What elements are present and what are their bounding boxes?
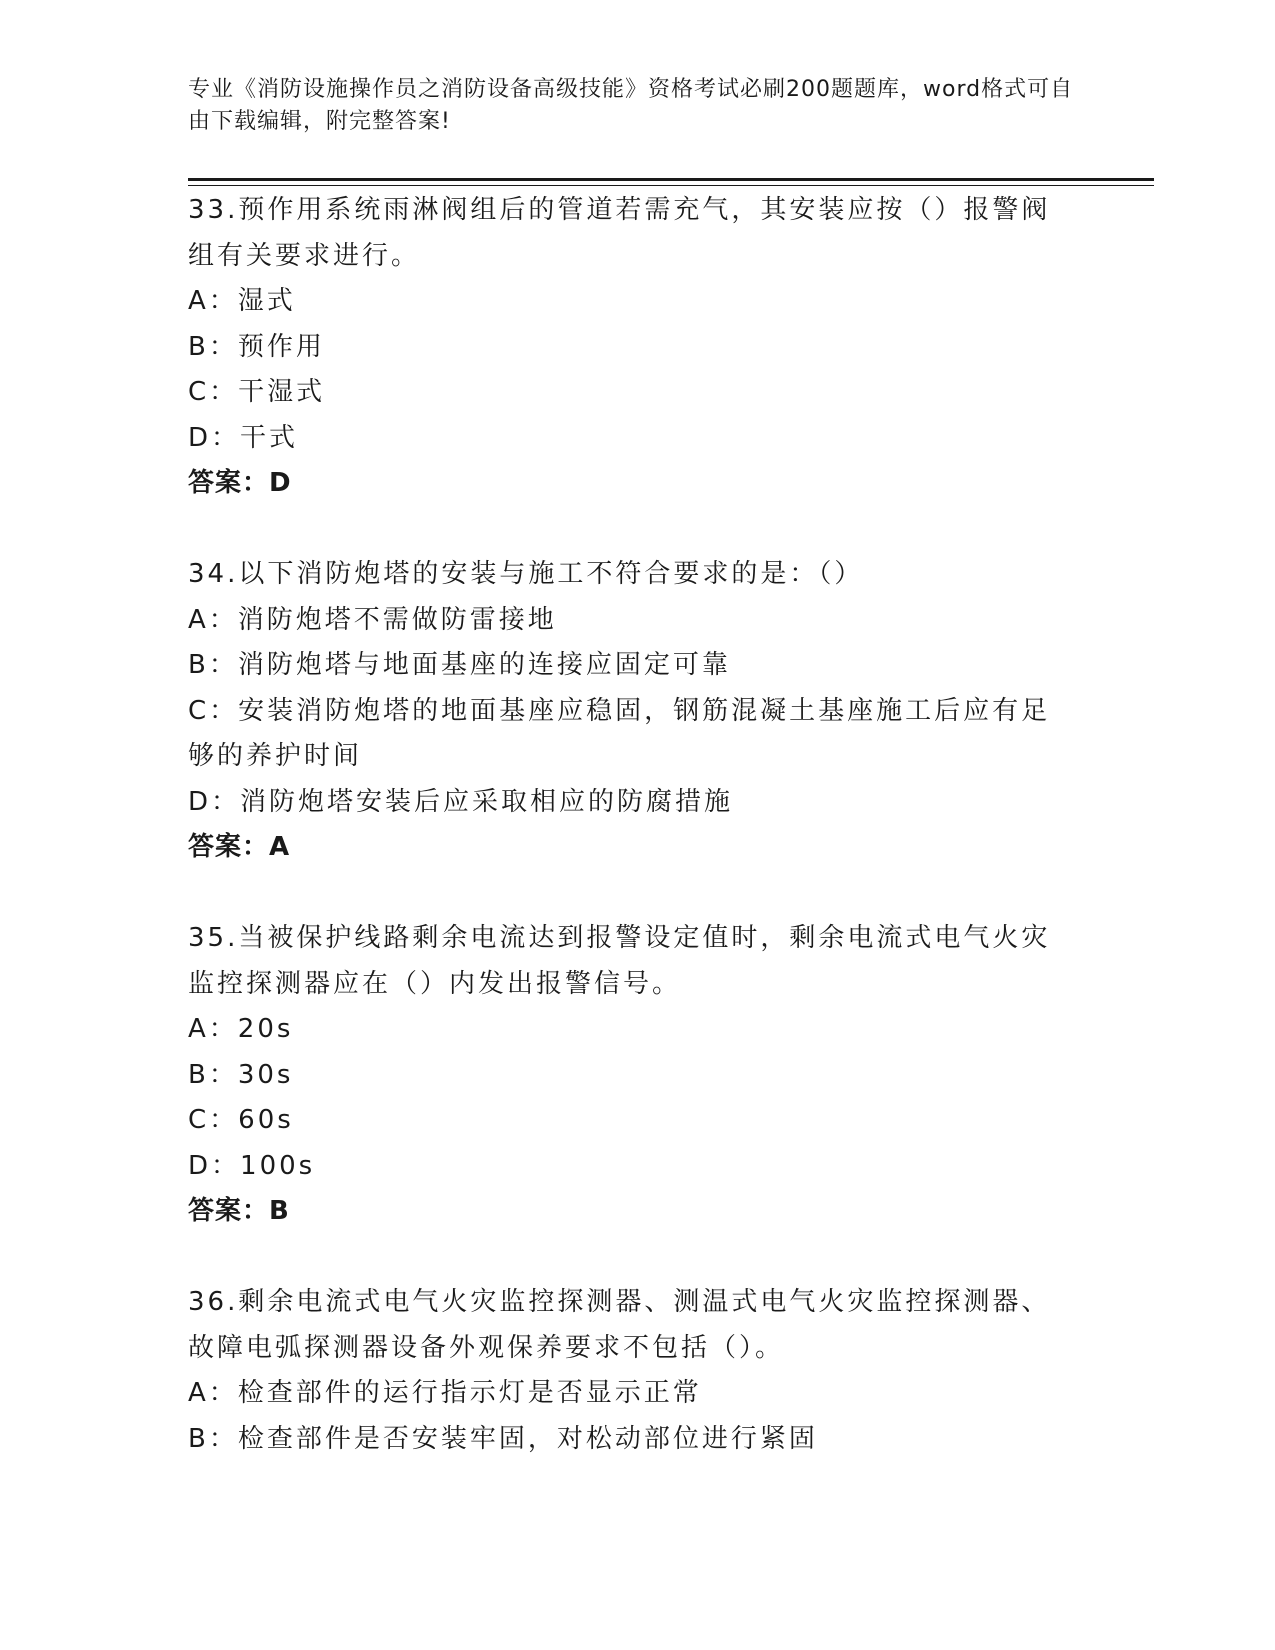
option-a: A：20s <box>188 1014 294 1044</box>
option-b: B：消防炮塔与地面基座的连接应固定可靠 <box>188 650 731 680</box>
question-34 <box>188 552 1078 871</box>
answer-label: 答案：A <box>188 832 291 862</box>
option-b: B：检查部件是否安装牢固，对松动部位进行紧固 <box>188 1423 818 1454</box>
option-c: C：安装消防炮塔的地面基座应稳固，钢筋混凝土基座施工后应有足够的养护时间 <box>188 695 1051 771</box>
option-a: A：湿式 <box>188 286 296 316</box>
option-d: D：100s <box>188 1150 316 1181</box>
header-divider-thick <box>188 178 1154 181</box>
document-header: 专业《消防设施操作员之消防设备高级技能》资格考试必刷200题题库，word格式可自由下载编辑，附完整答案! <box>188 77 1074 134</box>
answer-label: 答案：B <box>188 1196 290 1226</box>
question-text: 36.剩余电流式电气火灾监控探测器、测温式电气火灾监控探测器、故障电弧探测器设备外观保养要求不包括（）。 <box>188 1287 1051 1363</box>
option-b: B：30s <box>188 1059 294 1090</box>
option-d: D：干式 <box>188 422 299 453</box>
question-list <box>188 188 1078 1462</box>
option-d: D：消防炮塔安装后应采取相应的防腐措施 <box>188 786 734 817</box>
option-c: C：干湿式 <box>188 377 326 407</box>
question-text: 35.当被保护线路剩余电流达到报警设定值时，剩余电流式电气火灾监控探测器应在（）内发出报警信号。 <box>188 923 1051 999</box>
answer-label: 答案：D <box>188 468 292 498</box>
option-a: A：检查部件的运行指示灯是否显示正常 <box>188 1378 702 1408</box>
question-text: 33.预作用系统雨淋阀组后的管道若需充气，其安装应按（）报警阀组有关要求进行。 <box>188 195 1051 271</box>
option-b: B：预作用 <box>188 331 325 362</box>
header-divider-thin <box>188 185 1154 186</box>
question-text: 34.以下消防炮塔的安装与施工不符合要求的是：（） <box>188 559 864 589</box>
question-spacer <box>188 871 1078 917</box>
question-33 <box>188 188 1078 507</box>
option-c: C：60s <box>188 1105 294 1135</box>
option-a: A：消防炮塔不需做防雷接地 <box>188 604 557 635</box>
question-spacer <box>188 507 1078 553</box>
question-35 <box>188 916 1078 1235</box>
question-36 <box>188 1280 1078 1462</box>
question-spacer <box>188 1235 1078 1281</box>
